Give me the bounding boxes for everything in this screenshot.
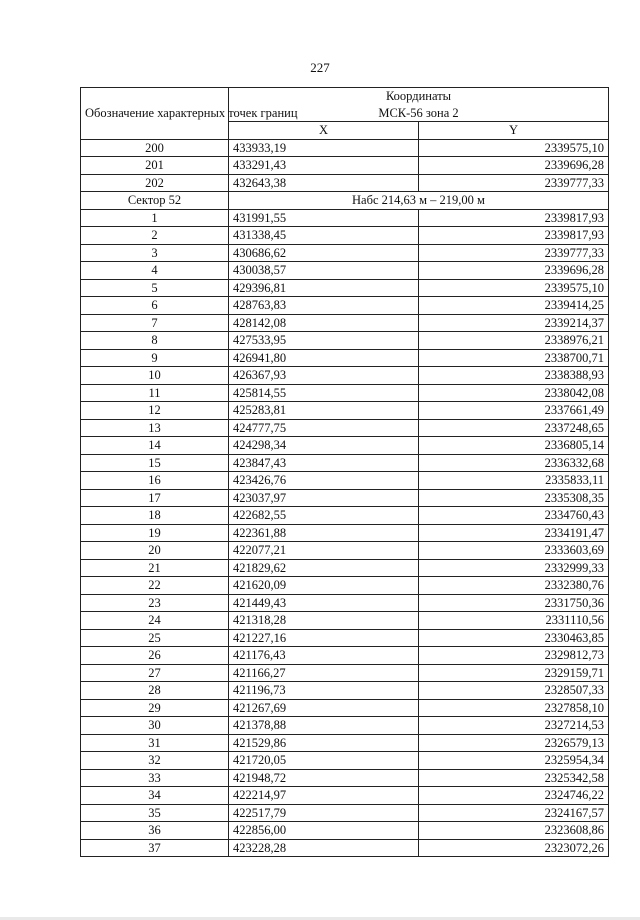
point-number: 37 bbox=[81, 839, 229, 857]
table-row bbox=[81, 664, 609, 682]
point-number: 25 bbox=[81, 629, 229, 647]
x-coordinate: 431338,45 bbox=[229, 227, 419, 245]
y-coordinate: 2323608,86 bbox=[419, 822, 609, 840]
point-number: 2 bbox=[81, 227, 229, 245]
x-coordinate: 429396,81 bbox=[229, 279, 419, 297]
x-coordinate: 421318,28 bbox=[229, 612, 419, 630]
table-row bbox=[81, 752, 609, 770]
x-coordinate: 424777,75 bbox=[229, 419, 419, 437]
table-row bbox=[81, 139, 609, 157]
point-number: 23 bbox=[81, 594, 229, 612]
coordinates-table bbox=[80, 87, 609, 857]
table-row bbox=[81, 297, 609, 315]
x-coordinate: 428763,83 bbox=[229, 297, 419, 315]
table-row bbox=[81, 682, 609, 700]
x-coordinate: 422214,97 bbox=[229, 787, 419, 805]
y-coordinate: 2334760,43 bbox=[419, 507, 609, 525]
x-coordinate: 432643,38 bbox=[229, 174, 419, 192]
y-coordinate: 2339777,33 bbox=[419, 244, 609, 262]
y-coordinate: 2339414,25 bbox=[419, 297, 609, 315]
table-row bbox=[81, 454, 609, 472]
x-coordinate: 425283,81 bbox=[229, 402, 419, 420]
y-coordinate: 2327214,53 bbox=[419, 717, 609, 735]
point-number: 200 bbox=[81, 139, 229, 157]
table-row bbox=[81, 349, 609, 367]
y-coordinate: 2339777,33 bbox=[419, 174, 609, 192]
y-coordinate: 2336805,14 bbox=[419, 437, 609, 455]
table-row bbox=[81, 629, 609, 647]
x-coordinate: 421227,16 bbox=[229, 629, 419, 647]
x-coordinate: 422856,00 bbox=[229, 822, 419, 840]
coordinate-system-label: МСК-56 зона 2 bbox=[378, 105, 459, 120]
y-coordinate: 2329812,73 bbox=[419, 647, 609, 665]
table-row bbox=[81, 174, 609, 192]
point-number: 11 bbox=[81, 384, 229, 402]
x-coordinate: 421620,09 bbox=[229, 577, 419, 595]
point-number: 18 bbox=[81, 507, 229, 525]
page-number: 227 bbox=[310, 60, 330, 75]
point-number: 20 bbox=[81, 542, 229, 560]
point-number: 17 bbox=[81, 489, 229, 507]
table-row bbox=[81, 332, 609, 350]
point-designation-header: Обозначение характерных точек границ bbox=[81, 88, 229, 140]
table-row bbox=[81, 594, 609, 612]
table-row bbox=[81, 699, 609, 717]
x-coordinate: 421529,86 bbox=[229, 734, 419, 752]
point-number: 27 bbox=[81, 664, 229, 682]
x-coordinate: 421449,43 bbox=[229, 594, 419, 612]
x-coordinate: 426941,80 bbox=[229, 349, 419, 367]
point-number: 34 bbox=[81, 787, 229, 805]
y-coordinate: 2339817,93 bbox=[419, 227, 609, 245]
y-column-header: Y bbox=[419, 122, 609, 140]
point-number: 19 bbox=[81, 524, 229, 542]
y-coordinate: 2337248,65 bbox=[419, 419, 609, 437]
x-coordinate: 423426,76 bbox=[229, 472, 419, 490]
point-number: 14 bbox=[81, 437, 229, 455]
y-coordinate: 2336332,68 bbox=[419, 454, 609, 472]
point-number: 13 bbox=[81, 419, 229, 437]
point-number: 30 bbox=[81, 717, 229, 735]
x-coordinate: 423228,28 bbox=[229, 839, 419, 857]
table-row bbox=[81, 227, 609, 245]
point-number: 202 bbox=[81, 174, 229, 192]
x-coordinate: 433291,43 bbox=[229, 157, 419, 175]
x-coordinate: 427533,95 bbox=[229, 332, 419, 350]
table-row bbox=[81, 507, 609, 525]
table-row bbox=[81, 717, 609, 735]
table-row bbox=[81, 559, 609, 577]
table-row bbox=[81, 244, 609, 262]
y-coordinate: 2331750,36 bbox=[419, 594, 609, 612]
table-row bbox=[81, 279, 609, 297]
point-number: 28 bbox=[81, 682, 229, 700]
y-coordinate: 2331110,56 bbox=[419, 612, 609, 630]
point-number: 36 bbox=[81, 822, 229, 840]
y-coordinate: 2327858,10 bbox=[419, 699, 609, 717]
point-number: 29 bbox=[81, 699, 229, 717]
table-row bbox=[81, 262, 609, 280]
x-coordinate: 421948,72 bbox=[229, 769, 419, 787]
y-coordinate: 2339696,28 bbox=[419, 262, 609, 280]
x-column-header: X bbox=[229, 122, 419, 140]
table-row bbox=[81, 489, 609, 507]
x-coordinate: 421720,05 bbox=[229, 752, 419, 770]
table-row bbox=[81, 402, 609, 420]
x-coordinate: 423847,43 bbox=[229, 454, 419, 472]
table-row bbox=[81, 612, 609, 630]
table-row bbox=[81, 734, 609, 752]
y-coordinate: 2332999,33 bbox=[419, 559, 609, 577]
x-coordinate: 422077,21 bbox=[229, 542, 419, 560]
point-number: 15 bbox=[81, 454, 229, 472]
table-row bbox=[81, 209, 609, 227]
table-row bbox=[81, 157, 609, 175]
sector-label: Сектор 52 bbox=[81, 192, 229, 210]
table-body-top bbox=[81, 139, 609, 192]
table-row bbox=[81, 314, 609, 332]
sector-altitude-range: Набс 214,63 м – 219,00 м bbox=[229, 192, 609, 210]
y-coordinate: 2332380,76 bbox=[419, 577, 609, 595]
y-coordinate: 2329159,71 bbox=[419, 664, 609, 682]
x-coordinate: 433933,19 bbox=[229, 139, 419, 157]
table-row bbox=[81, 839, 609, 857]
table-body-main bbox=[81, 209, 609, 857]
point-number: 22 bbox=[81, 577, 229, 595]
x-coordinate: 425814,55 bbox=[229, 384, 419, 402]
x-coordinate: 423037,97 bbox=[229, 489, 419, 507]
point-number: 12 bbox=[81, 402, 229, 420]
point-number: 35 bbox=[81, 804, 229, 822]
table-header bbox=[81, 88, 609, 140]
x-coordinate: 421176,43 bbox=[229, 647, 419, 665]
sector-row bbox=[81, 192, 609, 210]
y-coordinate: 2324746,22 bbox=[419, 787, 609, 805]
point-number: 1 bbox=[81, 209, 229, 227]
y-coordinate: 2326579,13 bbox=[419, 734, 609, 752]
table-row bbox=[81, 822, 609, 840]
x-coordinate: 422682,55 bbox=[229, 507, 419, 525]
point-number: 32 bbox=[81, 752, 229, 770]
point-number: 21 bbox=[81, 559, 229, 577]
point-number: 5 bbox=[81, 279, 229, 297]
x-coordinate: 424298,34 bbox=[229, 437, 419, 455]
point-number: 6 bbox=[81, 297, 229, 315]
x-coordinate: 428142,08 bbox=[229, 314, 419, 332]
x-coordinate: 426367,93 bbox=[229, 367, 419, 385]
y-coordinate: 2339575,10 bbox=[419, 139, 609, 157]
y-coordinate: 2338700,71 bbox=[419, 349, 609, 367]
y-coordinate: 2334191,47 bbox=[419, 524, 609, 542]
x-coordinate: 421196,73 bbox=[229, 682, 419, 700]
coordinates-header-title: Координаты bbox=[385, 89, 452, 103]
y-coordinate: 2338388,93 bbox=[419, 367, 609, 385]
table-row bbox=[81, 419, 609, 437]
y-coordinate: 2324167,57 bbox=[419, 804, 609, 822]
y-coordinate: 2339696,28 bbox=[419, 157, 609, 175]
y-coordinate: 2333603,69 bbox=[419, 542, 609, 560]
y-coordinate: 2330463,85 bbox=[419, 629, 609, 647]
point-number: 33 bbox=[81, 769, 229, 787]
x-coordinate: 421267,69 bbox=[229, 699, 419, 717]
header-row-top bbox=[81, 88, 609, 122]
sector-section bbox=[81, 192, 609, 210]
y-coordinate: 2338976,21 bbox=[419, 332, 609, 350]
y-coordinate: 2339214,37 bbox=[419, 314, 609, 332]
table-row bbox=[81, 384, 609, 402]
point-number: 9 bbox=[81, 349, 229, 367]
table-row bbox=[81, 769, 609, 787]
point-number: 26 bbox=[81, 647, 229, 665]
point-number: 4 bbox=[81, 262, 229, 280]
point-number: 201 bbox=[81, 157, 229, 175]
y-coordinate: 2325342,58 bbox=[419, 769, 609, 787]
y-coordinate: 2328507,33 bbox=[419, 682, 609, 700]
point-number: 16 bbox=[81, 472, 229, 490]
point-number: 7 bbox=[81, 314, 229, 332]
y-coordinate: 2335833,11 bbox=[419, 472, 609, 490]
x-coordinate: 422517,79 bbox=[229, 804, 419, 822]
table-row bbox=[81, 577, 609, 595]
table-row bbox=[81, 787, 609, 805]
point-number: 3 bbox=[81, 244, 229, 262]
point-number: 8 bbox=[81, 332, 229, 350]
x-coordinate: 422361,88 bbox=[229, 524, 419, 542]
x-coordinate: 421166,27 bbox=[229, 664, 419, 682]
y-coordinate: 2323072,26 bbox=[419, 839, 609, 857]
y-coordinate: 2339817,93 bbox=[419, 209, 609, 227]
x-coordinate: 430686,62 bbox=[229, 244, 419, 262]
table-row bbox=[81, 472, 609, 490]
x-coordinate: 421829,62 bbox=[229, 559, 419, 577]
point-number: 10 bbox=[81, 367, 229, 385]
table-row bbox=[81, 367, 609, 385]
y-coordinate: 2338042,08 bbox=[419, 384, 609, 402]
point-number: 31 bbox=[81, 734, 229, 752]
x-coordinate: 430038,57 bbox=[229, 262, 419, 280]
table-row bbox=[81, 524, 609, 542]
y-coordinate: 2335308,35 bbox=[419, 489, 609, 507]
y-coordinate: 2337661,49 bbox=[419, 402, 609, 420]
table-row bbox=[81, 437, 609, 455]
table-row bbox=[81, 804, 609, 822]
point-number: 24 bbox=[81, 612, 229, 630]
table-row bbox=[81, 647, 609, 665]
y-coordinate: 2339575,10 bbox=[419, 279, 609, 297]
x-coordinate: 431991,55 bbox=[229, 209, 419, 227]
x-coordinate: 421378,88 bbox=[229, 717, 419, 735]
table-row bbox=[81, 542, 609, 560]
y-coordinate: 2325954,34 bbox=[419, 752, 609, 770]
